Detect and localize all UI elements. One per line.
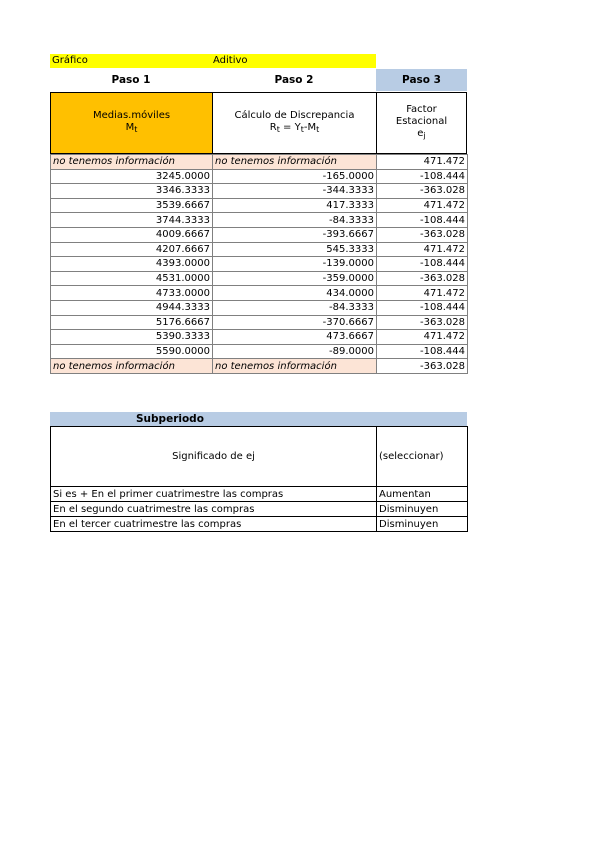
factor-symbol: $e_j$ (417, 128, 426, 140)
factor-cell[interactable]: -363.028 (377, 359, 468, 374)
medias-cell[interactable]: 3539.6667 (51, 198, 213, 213)
subperiodo-item-text: En el segundo cuatrimestre las compras (51, 502, 377, 517)
factor-cell[interactable]: 471.472 (377, 286, 468, 301)
factor-cell[interactable]: -108.444 (377, 344, 468, 359)
medias-cell[interactable]: 4393.0000 (51, 257, 213, 272)
subperiodo-table (50, 426, 468, 532)
factor-cell[interactable]: 471.472 (377, 330, 468, 345)
table-row (51, 198, 468, 213)
discrepancia-cell[interactable]: -84.3333 (213, 213, 377, 228)
grafico-label: Gráfico (52, 55, 88, 66)
table-row (51, 213, 468, 228)
factor-cell[interactable]: -108.444 (377, 257, 468, 272)
table-row (51, 359, 468, 374)
medias-cell[interactable]: no tenemos información (51, 155, 213, 170)
paso3-header: Paso 3 (376, 69, 467, 91)
medias-cell[interactable]: 4207.6667 (51, 242, 213, 257)
factor-cell[interactable]: -363.028 (377, 271, 468, 286)
discrepancia-cell[interactable]: no tenemos información (213, 359, 377, 374)
discrepancia-title: Cálculo de Discrepancia (234, 110, 355, 121)
table-row (51, 242, 468, 257)
medias-cell[interactable]: 3346.3333 (51, 184, 213, 199)
discrepancia-header (212, 92, 377, 154)
factor-cell[interactable]: -363.028 (377, 227, 468, 242)
aditivo-label: Aditivo (213, 55, 248, 66)
table-row (51, 227, 468, 242)
factor-cell[interactable]: 471.472 (377, 155, 468, 170)
factor-cell[interactable]: 471.472 (377, 198, 468, 213)
medias-cell[interactable]: 4009.6667 (51, 227, 213, 242)
table-row (51, 155, 468, 170)
discrepancia-cell[interactable]: -370.6667 (213, 315, 377, 330)
paso2-header: Paso 2 (274, 74, 314, 86)
table-row (51, 271, 468, 286)
subperiodo-item-select[interactable]: Disminuyen (377, 502, 468, 517)
discrepancia-cell[interactable]: -165.0000 (213, 169, 377, 184)
medias-moviles-symbol: $M_t$ (125, 122, 138, 134)
subperiodo-item-select[interactable]: Aumentan (377, 487, 468, 502)
table-row (51, 257, 468, 272)
subperiodo-bar (50, 412, 467, 426)
discrepancia-cell[interactable]: -393.6667 (213, 227, 377, 242)
table-row (51, 169, 468, 184)
factor-cell[interactable]: -108.444 (377, 300, 468, 315)
table-row (51, 344, 468, 359)
factor-cell[interactable]: -363.028 (377, 315, 468, 330)
significado-header: Significado de ej (51, 427, 377, 487)
medias-moviles-title: Medias.móviles (92, 110, 171, 121)
discrepancia-cell[interactable]: -84.3333 (213, 300, 377, 315)
factor-cell[interactable]: -108.444 (377, 169, 468, 184)
factor-cell[interactable]: -363.028 (377, 184, 468, 199)
table-row (51, 330, 468, 345)
table-row (51, 184, 468, 199)
table-row (51, 300, 468, 315)
discrepancia-cell[interactable]: -139.0000 (213, 257, 377, 272)
factor-line1: Factor (406, 104, 437, 115)
discrepancia-cell[interactable]: 545.3333 (213, 242, 377, 257)
factor-estacional-header (376, 92, 467, 154)
discrepancia-cell[interactable]: 473.6667 (213, 330, 377, 345)
factor-cell[interactable]: -108.444 (377, 213, 468, 228)
medias-cell[interactable]: no tenemos información (51, 359, 213, 374)
table-row (51, 315, 468, 330)
discrepancia-cell[interactable]: 417.3333 (213, 198, 377, 213)
medias-cell[interactable]: 4944.3333 (51, 300, 213, 315)
medias-cell[interactable]: 5390.3333 (51, 330, 213, 345)
subperiodo-item-select[interactable]: Disminuyen (377, 517, 468, 532)
discrepancia-cell[interactable]: no tenemos información (213, 155, 377, 170)
subperiodo-item-text: Si es + En el primer cuatrimestre las compras (51, 487, 377, 502)
medias-cell[interactable]: 4733.0000 (51, 286, 213, 301)
medias-cell[interactable]: 4531.0000 (51, 271, 213, 286)
paso1-header: Paso 1 (111, 74, 151, 86)
seleccionar-header: (seleccionar) (377, 427, 468, 487)
medias-cell[interactable]: 3744.3333 (51, 213, 213, 228)
discrepancia-cell[interactable]: -89.0000 (213, 344, 377, 359)
medias-moviles-header (50, 92, 213, 154)
medias-cell[interactable]: 3245.0000 (51, 169, 213, 184)
discrepancia-cell[interactable]: -344.3333 (213, 184, 377, 199)
discrepancia-cell[interactable]: 434.0000 (213, 286, 377, 301)
factor-line2: Estacional (395, 116, 448, 127)
medias-cell[interactable]: 5590.0000 (51, 344, 213, 359)
medias-cell[interactable]: 5176.6667 (51, 315, 213, 330)
discrepancia-formula: $R_t = Y_t-M_t$ (269, 122, 320, 134)
subperiodo-title: Subperiodo (136, 413, 204, 425)
table-row (51, 286, 468, 301)
data-table (50, 154, 468, 374)
discrepancia-cell[interactable]: -359.0000 (213, 271, 377, 286)
factor-cell[interactable]: 471.472 (377, 242, 468, 257)
subperiodo-item-text: En el tercer cuatrimestre las compras (51, 517, 377, 532)
